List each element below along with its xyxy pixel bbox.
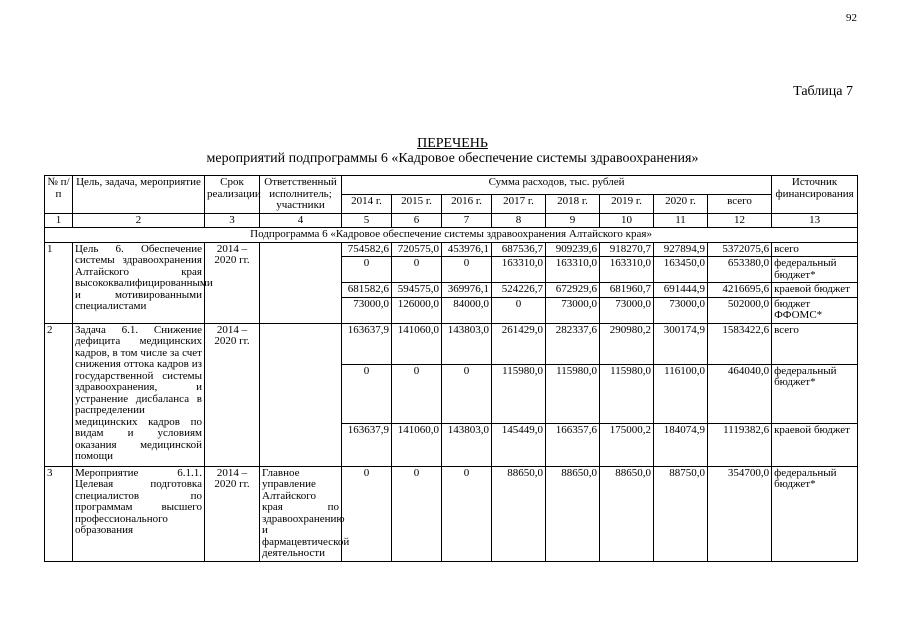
row-term: 2014 – 2020 гг. — [205, 323, 260, 466]
source-cell: всего — [772, 242, 858, 257]
value-cell: 754582,6 — [342, 242, 392, 257]
subprogram-title: Подпрограмма 6 «Кадровое обеспечение системы здравоохранения Алтайского края» — [45, 228, 858, 243]
header-num: № п/п — [45, 176, 73, 214]
header-year: 2016 г. — [442, 194, 492, 213]
value-cell: 0 — [342, 364, 392, 423]
value-cell: 0 — [442, 466, 492, 561]
value-cell: 88650,0 — [546, 466, 600, 561]
value-cell: 0 — [342, 257, 392, 283]
total-cell: 1119382,6 — [708, 423, 772, 466]
total-cell: 4216695,6 — [708, 283, 772, 298]
value-cell: 88750,0 — [654, 466, 708, 561]
header-sum: Сумма расходов, тыс. рублей — [342, 176, 772, 195]
value-cell: 720575,0 — [392, 242, 442, 257]
value-cell: 116100,0 — [654, 364, 708, 423]
table-label: Таблица 7 — [793, 84, 853, 99]
value-cell: 163310,0 — [546, 257, 600, 283]
header-responsible: Ответственный исполнитель; участники — [260, 176, 342, 214]
row-responsible — [260, 323, 342, 466]
col-number: 7 — [442, 213, 492, 228]
col-number: 12 — [708, 213, 772, 228]
value-cell: 909239,6 — [546, 242, 600, 257]
value-cell: 918270,7 — [600, 242, 654, 257]
table-row — [45, 242, 858, 257]
value-cell: 0 — [392, 364, 442, 423]
value-cell: 115980,0 — [546, 364, 600, 423]
col-number: 4 — [260, 213, 342, 228]
value-cell: 290980,2 — [600, 323, 654, 364]
header-year: 2018 г. — [546, 194, 600, 213]
value-cell: 163637,9 — [342, 423, 392, 466]
title-line-1: ПЕРЕЧЕНЬ — [417, 136, 488, 151]
value-cell: 141060,0 — [392, 323, 442, 364]
value-cell: 282337,6 — [546, 323, 600, 364]
value-cell: 261429,0 — [492, 323, 546, 364]
value-cell: 0 — [392, 466, 442, 561]
value-cell: 0 — [442, 257, 492, 283]
value-cell: 672929,6 — [546, 283, 600, 298]
col-number: 10 — [600, 213, 654, 228]
header-year: 2014 г. — [342, 194, 392, 213]
total-cell: 502000,0 — [708, 297, 772, 323]
value-cell: 73000,0 — [546, 297, 600, 323]
row-goal: Цель 6. Обеспечение системы здравоохранения Алтайского края высококвалифицированными и мотивированными специалистами — [73, 242, 205, 323]
row-goal: Мероприятие 6.1.1. Целевая подготовка специалистов по программам высшего профессионального образования — [73, 466, 205, 561]
value-cell: 88650,0 — [492, 466, 546, 561]
row-term: 2014 – 2020 гг. — [205, 466, 260, 561]
header-year: 2019 г. — [600, 194, 654, 213]
value-cell: 691444,9 — [654, 283, 708, 298]
value-cell: 126000,0 — [392, 297, 442, 323]
value-cell: 115980,0 — [600, 364, 654, 423]
row-goal: Задача 6.1. Снижение дефицита медицинских кадров, в том числе за счет снижения оттока кадров из государственной системы здравоохранения, и устранение дисбаланса в распределении медицинских кадров по видам и условиям оказания медицинской помощи — [73, 323, 205, 466]
col-number: 3 — [205, 213, 260, 228]
row-responsible — [260, 242, 342, 323]
value-cell: 681960,7 — [600, 283, 654, 298]
value-cell: 163450,0 — [654, 257, 708, 283]
value-cell: 453976,1 — [442, 242, 492, 257]
value-cell: 0 — [442, 364, 492, 423]
expenditure-table — [44, 175, 858, 562]
total-cell: 5372075,6 — [708, 242, 772, 257]
header-year: 2015 г. — [392, 194, 442, 213]
row-num: 3 — [45, 466, 73, 561]
col-number: 5 — [342, 213, 392, 228]
value-cell: 369976,1 — [442, 283, 492, 298]
table-row — [45, 323, 858, 364]
row-responsible: Главное управление Алтайского края по здравоохранению и фармацевтической деятельности — [260, 466, 342, 561]
total-cell: 653380,0 — [708, 257, 772, 283]
col-number: 9 — [546, 213, 600, 228]
value-cell: 141060,0 — [392, 423, 442, 466]
col-number: 2 — [73, 213, 205, 228]
value-cell: 0 — [492, 297, 546, 323]
source-cell: краевой бюджет — [772, 283, 858, 298]
value-cell: 681582,6 — [342, 283, 392, 298]
total-cell: 464040,0 — [708, 364, 772, 423]
value-cell: 73000,0 — [600, 297, 654, 323]
col-number: 13 — [772, 213, 858, 228]
row-term: 2014 – 2020 гг. — [205, 242, 260, 323]
source-cell: бюджет ФФОМС* — [772, 297, 858, 323]
table-row — [45, 466, 858, 561]
value-cell: 143803,0 — [442, 423, 492, 466]
value-cell: 163310,0 — [492, 257, 546, 283]
value-cell: 73000,0 — [654, 297, 708, 323]
value-cell: 524226,7 — [492, 283, 546, 298]
value-cell: 687536,7 — [492, 242, 546, 257]
value-cell: 73000,0 — [342, 297, 392, 323]
header-total: всего — [708, 194, 772, 213]
value-cell: 166357,6 — [546, 423, 600, 466]
value-cell: 175000,2 — [600, 423, 654, 466]
value-cell: 594575,0 — [392, 283, 442, 298]
header-source: Источник финансирования — [772, 176, 858, 214]
value-cell: 143803,0 — [442, 323, 492, 364]
document-title — [0, 136, 905, 166]
value-cell: 184074,9 — [654, 423, 708, 466]
header-goal: Цель, задача, мероприятие — [73, 176, 205, 214]
header-term: Срок реализации — [205, 176, 260, 214]
column-number-row — [45, 213, 858, 228]
value-cell: 145449,0 — [492, 423, 546, 466]
value-cell: 88650,0 — [600, 466, 654, 561]
row-num: 2 — [45, 323, 73, 466]
total-cell: 1583422,6 — [708, 323, 772, 364]
value-cell: 115980,0 — [492, 364, 546, 423]
row-num: 1 — [45, 242, 73, 323]
source-cell: федеральный бюджет* — [772, 364, 858, 423]
source-cell: федеральный бюджет* — [772, 466, 858, 561]
page-number: 92 — [846, 12, 857, 24]
title-line-2: мероприятий подпрограммы 6 «Кадровое обеспечение системы здравоохранения» — [206, 151, 699, 166]
col-number: 1 — [45, 213, 73, 228]
header-year: 2020 г. — [654, 194, 708, 213]
source-cell: всего — [772, 323, 858, 364]
value-cell: 300174,9 — [654, 323, 708, 364]
col-number: 11 — [654, 213, 708, 228]
value-cell: 163310,0 — [600, 257, 654, 283]
value-cell: 0 — [392, 257, 442, 283]
col-number: 6 — [392, 213, 442, 228]
source-cell: федеральный бюджет* — [772, 257, 858, 283]
col-number: 8 — [492, 213, 546, 228]
value-cell: 163637,9 — [342, 323, 392, 364]
total-cell: 354700,0 — [708, 466, 772, 561]
value-cell: 84000,0 — [442, 297, 492, 323]
header-year: 2017 г. — [492, 194, 546, 213]
source-cell: краевой бюджет — [772, 423, 858, 466]
value-cell: 927894,9 — [654, 242, 708, 257]
value-cell: 0 — [342, 466, 392, 561]
